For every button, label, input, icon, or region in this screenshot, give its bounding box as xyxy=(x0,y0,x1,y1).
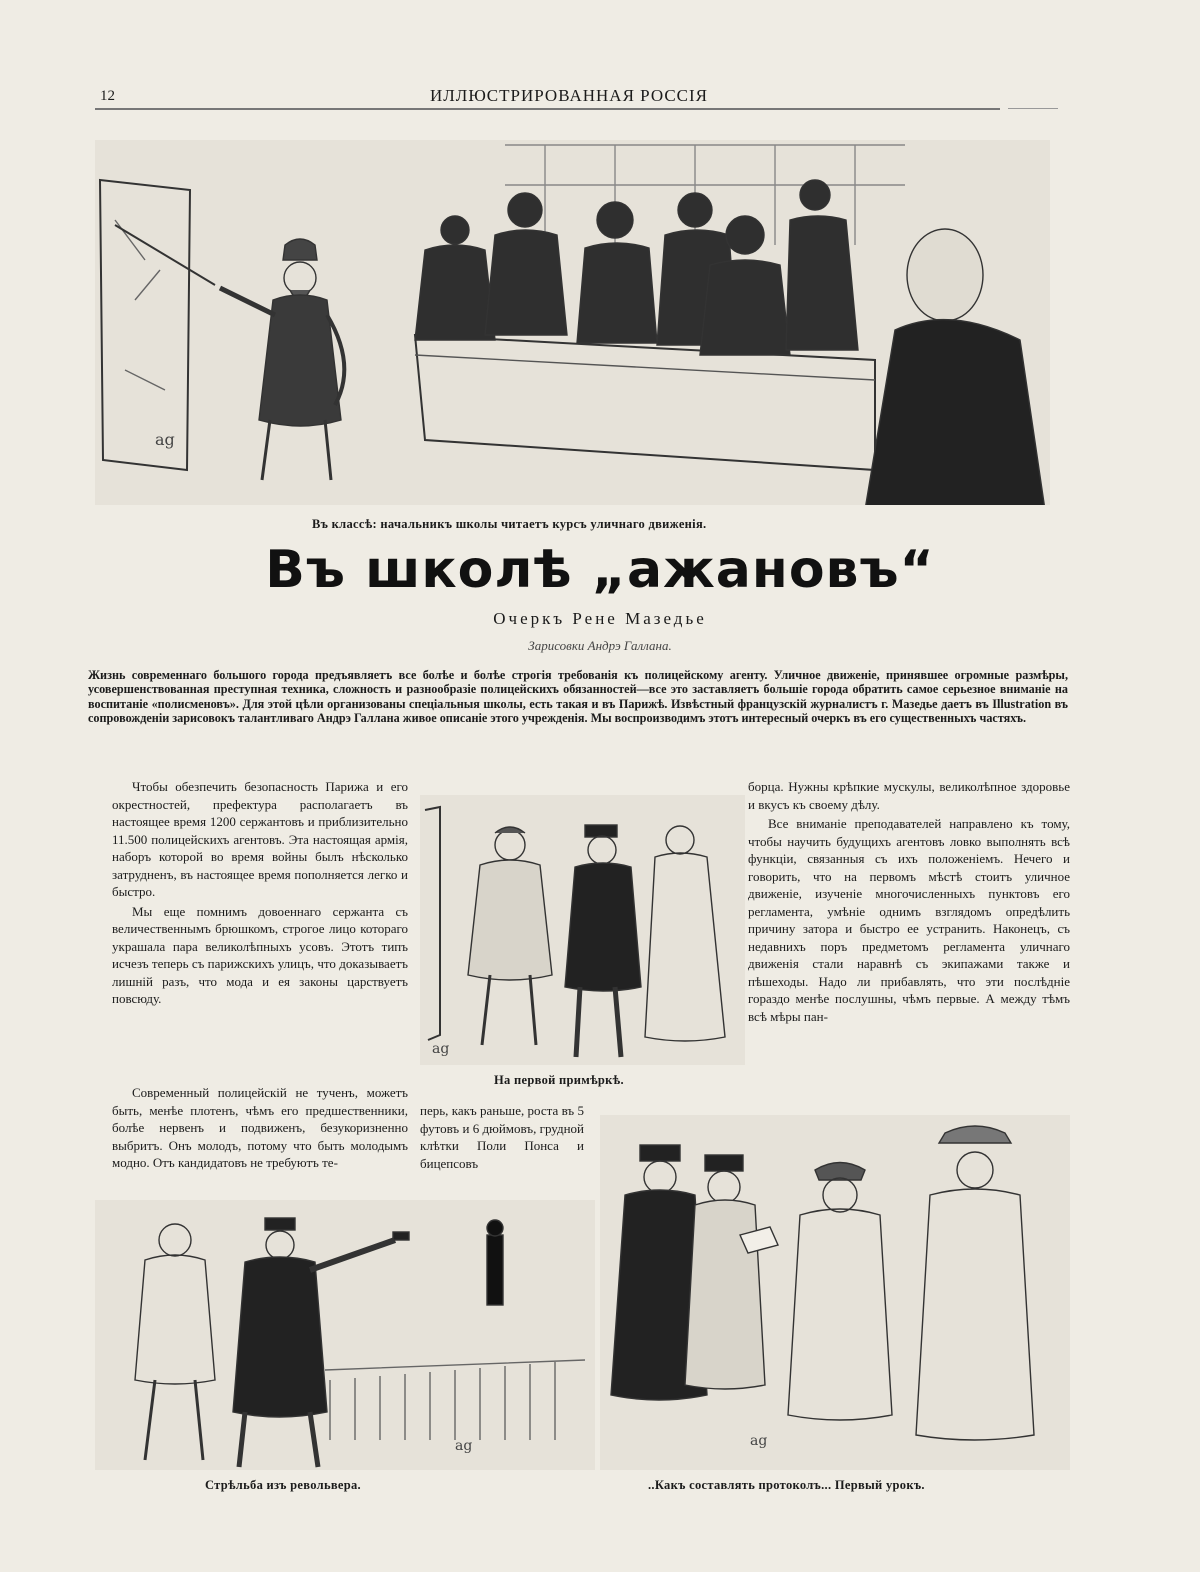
paragraph: перь, какъ раньше, роста въ 5 футовъ и 6 дюймовъ, грудной клѣтки Поли Понса и бицепсовъ xyxy=(420,1103,584,1171)
svg-text:ag: ag xyxy=(455,1438,473,1454)
left-column xyxy=(112,778,408,1008)
fitting-illustration xyxy=(420,795,745,1065)
article-intro: Жизнь современнаго большого города предъявляетъ все болѣе и болѣе строгія требованія къ полицейскому агенту. Уличное движеніе, принявшее огромные размѣры, усовершенствованная преступная техника, сложность и разнообразіе полицейскихъ обязанностей—все это заставляетъ большіе города обратить самое серьезное вниманіе на воспитаніе «полисменовъ». Для этой цѣли организованы спеціальныя школы, есть такая и въ Парижѣ. Извѣстный французскій журналистъ г. Мазедье даетъ въ Illustration въ сопровожденіи зарисовокъ талантливаго Андрэ Галлана живое описаніе этого учрежденія. Мы воспроизводимъ этотъ интересный очеркъ въ его существенныхъ частяхъ. xyxy=(88,668,1068,726)
svg-text:ag: ag xyxy=(750,1433,768,1449)
paragraph: Мы еще помнимъ довоеннаго сержанта съ величественнымъ брюшкомъ, строгое лицо котораго украшала пара великолѣпныхъ усовъ. Этотъ типъ исчезъ теперь съ парижскихъ улицъ, что доказываетъ лишній разъ, что мода и ея законы царствуетъ повсюду. xyxy=(112,903,408,1006)
shooting-sketch-icon xyxy=(95,1200,595,1470)
paragraph: Чтобы обезпечить безопасность Парижа и его окрестностей, префектура располагаетъ въ настоящее время 1200 сержантовъ и приблизительно 11.500 полицейскихъ агентовъ. Эта настоящая армія, наборъ которой во время войны былъ нѣсколько затрудненъ, въ настоящее время пополняется легко и быстро. xyxy=(112,779,408,899)
paragraph: Современный полицейскій не тученъ, можетъ быть, менѣе плотенъ, чѣмъ его предшественники, болѣе нервенъ и подвиженъ, безукоризненно выбритъ. Онъ молодъ, потому что быть молодымъ модно. Отъ кандидатовъ не требуютъ те- xyxy=(112,1085,408,1170)
classroom-illustration xyxy=(95,140,1050,505)
protocol-sketch-icon xyxy=(600,1115,1070,1470)
bottom-right-caption: ..Какъ составлять протоколъ... Первый урокъ. xyxy=(648,1478,925,1492)
middle-illustration-caption: На первой примѣркѣ. xyxy=(494,1073,624,1087)
paragraph: Все вниманіе преподавателей направлено къ тому, чтобы научить будущихъ агентовъ ловко выполнять всѣ функціи, связанныя съ ихъ положеніемъ. Нечего и говорить, что на первомъ мѣстѣ стоитъ уличное движеніе, изученіе многочисленныхъ пунктовъ его регламента, умѣніе однимъ взглядомъ опредѣлить причину затора и быстро ее устранить. Наконецъ, съ недавнихъ поръ предметомъ регламента уличнаго движенія стали наравнѣ съ экипажами также и пѣшеходы. Надо ли прибавлять, что эти послѣдніе гораздо менѣе послушны, чѣмъ первые. А между тѣмъ всѣ мѣры пан- xyxy=(748,816,1070,1024)
magazine-title: ИЛЛЮСТРИРОВАННАЯ РОССІЯ xyxy=(430,86,708,105)
sketches-credit: Зарисовки Андрэ Галлана. xyxy=(528,638,672,653)
paragraph: борца. Нужны крѣпкие мускулы, великолѣпное здоровье и вкусъ къ своему дѣлу. xyxy=(748,779,1070,812)
svg-text:ag: ag xyxy=(432,1041,450,1057)
classroom-sketch-icon xyxy=(95,140,1050,505)
fitting-sketch-icon xyxy=(420,795,745,1065)
header-rule xyxy=(95,108,1000,110)
article-title: Въ школѣ „ажановъ“ xyxy=(265,540,935,600)
top-illustration-caption: Въ классѣ: начальникъ школы читаетъ курсъ уличнаго движенія. xyxy=(312,517,707,531)
article-subtitle: Очеркъ Рене Мазедье xyxy=(493,609,707,628)
page-number: 12 xyxy=(100,88,115,104)
shooting-illustration xyxy=(95,1200,595,1470)
middle-column xyxy=(420,1102,584,1172)
right-column xyxy=(748,778,1070,1025)
left-column-cont xyxy=(112,1084,408,1172)
header-rule-short xyxy=(1008,108,1058,109)
bottom-left-caption: Стрѣльба изъ револьвера. xyxy=(205,1478,361,1492)
svg-text:ag: ag xyxy=(155,430,175,449)
protocol-illustration xyxy=(600,1115,1070,1470)
